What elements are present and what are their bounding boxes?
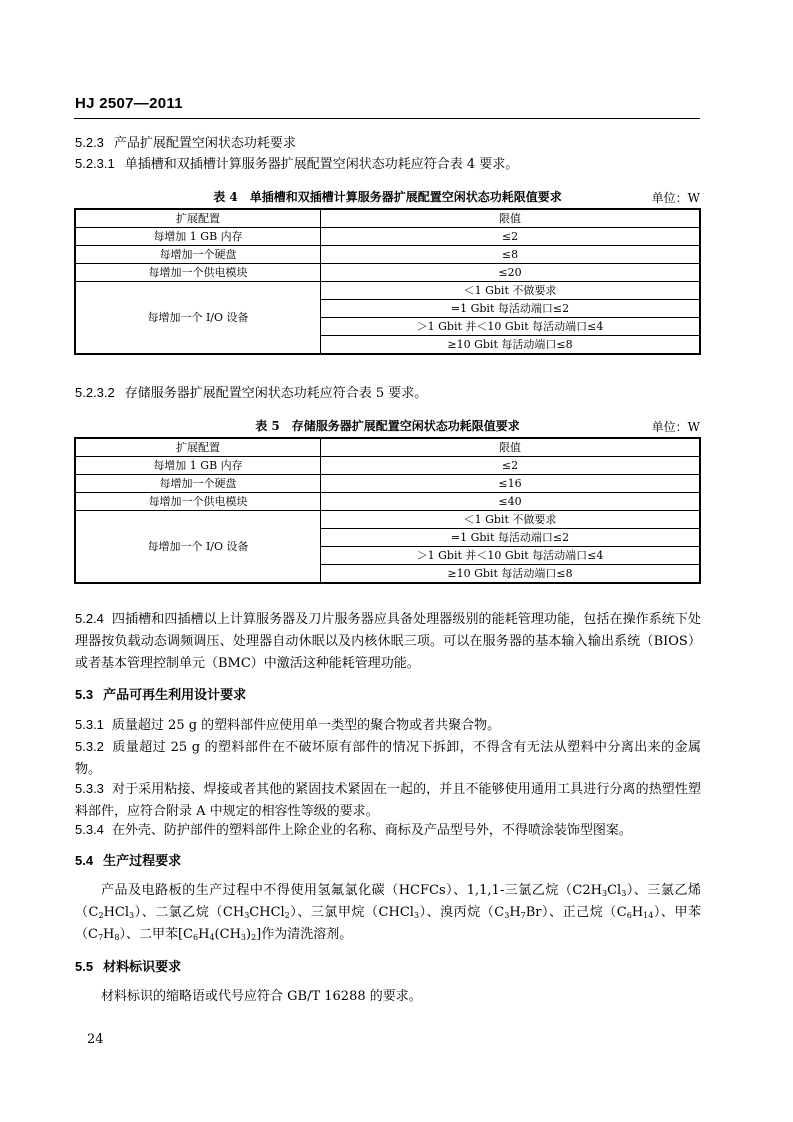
cell-config-io: 每增加一个 I/O 设备: [75, 511, 321, 584]
cell-config: 每增加一个硬盘: [75, 475, 321, 493]
cell-limit-io: ＜1 Gbit 不做要求: [321, 282, 701, 300]
section-5-2-3-heading: [75, 134, 296, 153]
section-number: 5.3.2: [75, 739, 104, 754]
section-number: 5.2.3.2: [75, 385, 115, 400]
section-number: 5.2.3: [75, 135, 104, 150]
column-header-limit: 限值: [321, 438, 701, 457]
section-number: 5.2.3.1: [75, 156, 115, 171]
section-5-3-3: [75, 778, 701, 823]
table-5: [74, 437, 701, 584]
section-number: 5.3.3: [75, 781, 104, 796]
cell-config: 每增加 1 GB 内存: [75, 228, 321, 246]
table-5-caption: [75, 417, 700, 434]
cell-limit-io: =1 Gbit 每活动端口≤2: [321, 300, 701, 318]
section-title: 生产过程要求: [103, 854, 182, 869]
page-number: 24: [87, 1032, 104, 1047]
section-title: 材料标识要求: [103, 960, 182, 975]
text-run: ）、甲苯（C: [75, 905, 701, 942]
cell-limit: ≤20: [321, 264, 701, 282]
section-text: 对于采用粘接、焊接或者其他的紧固技术紧固在一起的，并且不能够使用通用工具进行分离的热塑性塑料部件，应符合附录 A 中规定的相容性等级的要求。: [75, 782, 701, 819]
section-text: 单插槽和双插槽计算服务器扩展配置空闲状态功耗应符合表 4 要求。: [124, 157, 519, 172]
section-5-3-heading: [75, 686, 246, 705]
cell-limit: ≤8: [321, 246, 701, 264]
cell-limit: ≤2: [321, 228, 701, 246]
section-text: 存储服务器扩展配置空闲状态功耗应符合表 5 要求。: [124, 386, 428, 401]
table-row: [75, 282, 700, 300]
section-number: 5.3: [75, 687, 94, 702]
section-text: 质量超过 25 g 的塑料部件应使用单一类型的聚合物或者共聚合物。: [111, 718, 501, 733]
cell-limit-io: ＞1 Gbit 并＜10 Gbit 每活动端口≤4: [321, 547, 701, 565]
section-number: 5.3.1: [75, 717, 104, 732]
table-row: [75, 457, 700, 475]
table-4-unit: 单位：W: [651, 191, 700, 205]
section-5-4-text: 产品及电路板的生产过程中不得使用氢氟氯化碳（HCFCs）、1,1,1-三氯乙烷$(C2H_3Cl_3)$、三氯乙烯$(C_2HCl_3)$、二氯乙烷$(CH_3CHCl_2)$、三氯甲烷（CHCl$_3$）、溴丙烷$(C_3H_7Br)$、正己烷$(C_6H_{14})$、甲苯$(C_7H_8)$、二甲苯$[C_6H_4(CH_3)_2]$作为清洗溶剂。: [75, 883, 701, 942]
text-run: Br）、正己烷（C: [525, 905, 627, 920]
section-5-3-1: [75, 714, 701, 737]
section-number: 5.5: [75, 959, 94, 974]
cell-limit-io: ≥10 Gbit 每活动端口≤8: [321, 565, 701, 584]
cell-limit: ≤2: [321, 457, 701, 475]
table-row: [75, 493, 700, 511]
table-caption-text: 表 5 存储服务器扩展配置空闲状态功耗限值要求: [255, 419, 520, 433]
table-caption-text: 表 4 单插槽和双插槽计算服务器扩展配置空闲状态功耗限值要求: [213, 190, 562, 204]
section-5-5-text: 材料标识的缩略语或代号应符合 GB/T 16288 的要求。: [101, 989, 422, 1004]
section-5-2-3-2: [75, 384, 427, 403]
section-title: 产品扩展配置空闲状态功耗要求: [113, 136, 296, 151]
section-title: 产品可再生利用设计要求: [103, 688, 247, 703]
table-row: [75, 511, 700, 529]
cell-limit-io: ＜1 Gbit 不做要求: [321, 511, 701, 529]
section-number: 5.3.4: [75, 822, 104, 837]
text-run: ）、溴丙烷（C: [419, 905, 505, 920]
section-text: 四插槽和四插槽以上计算服务器及刀片服务器应具备处理器级别的能耗管理功能，包括在操作系统下处理器按负载动态调频调压、处理器自动休眠以及内核休眠三项。可以在服务器的基本输入输出系统（BIOS）或者基本管理控制单元（BMC）中激活这种能耗管理功能。: [75, 612, 701, 671]
cell-config: 每增加一个供电模块: [75, 493, 321, 511]
text-run: ）、二氯乙烷（CH: [134, 905, 245, 920]
section-5-4-heading: [75, 852, 181, 871]
table-header-row: [75, 438, 700, 457]
table-row: [75, 475, 700, 493]
text-run: ）、二甲苯[C: [119, 927, 194, 942]
section-text: 质量超过 25 g 的塑料部件在不破坏原有部件的情况下拆卸，不得含有无法从塑料中分离出来的金属物。: [75, 740, 701, 777]
cell-limit-io: =1 Gbit 每活动端口≤2: [321, 529, 701, 547]
section-5-3-4: [75, 819, 701, 842]
table-row: [75, 264, 700, 282]
column-header-config: 扩展配置: [75, 438, 321, 457]
doc-code-header: HJ 2507—2011: [75, 95, 183, 112]
cell-config-io: 每增加一个 I/O 设备: [75, 282, 321, 355]
section-5-5-heading: [75, 958, 181, 977]
column-header-limit: 限值: [321, 209, 701, 228]
text-run: ）、三氯甲烷（CHCl: [289, 905, 414, 920]
column-header-config: 扩展配置: [75, 209, 321, 228]
cell-limit-io: ＞1 Gbit 并＜10 Gbit 每活动端口≤4: [321, 318, 701, 336]
cell-limit: ≤40: [321, 493, 701, 511]
cell-config: 每增加一个硬盘: [75, 246, 321, 264]
text-run: ）、三氯乙烯（C: [75, 883, 701, 920]
section-text: 在外壳、防护部件的塑料部件上除企业的名称、商标及产品型号外，不得喷涂装饰型图案。: [111, 823, 632, 838]
section-number: 5.4: [75, 853, 94, 868]
cell-limit: ≤16: [321, 475, 701, 493]
section-5-2-3-1: [75, 155, 518, 174]
cell-config: 每增加一个供电模块: [75, 264, 321, 282]
table-4: [74, 208, 701, 355]
table-header-row: [75, 209, 700, 228]
table-row: [75, 228, 700, 246]
section-number: 5.2.4: [75, 611, 104, 626]
table-4-caption: [75, 188, 700, 205]
table-row: [75, 246, 700, 264]
section-5-2-4: [75, 608, 701, 675]
cell-config: 每增加 1 GB 内存: [75, 457, 321, 475]
header-rule: [74, 118, 700, 119]
table-5-unit: 单位：W: [651, 420, 700, 434]
text-run: ]作为清洗溶剂。: [256, 927, 353, 942]
cell-limit-io: ≥10 Gbit 每活动端口≤8: [321, 336, 701, 355]
text-run: 产品及电路板的生产过程中不得使用氢氟氯化碳（HCFCs）、1,1,1-三氯乙烷（C: [101, 883, 583, 898]
section-5-3-2: [75, 736, 701, 781]
